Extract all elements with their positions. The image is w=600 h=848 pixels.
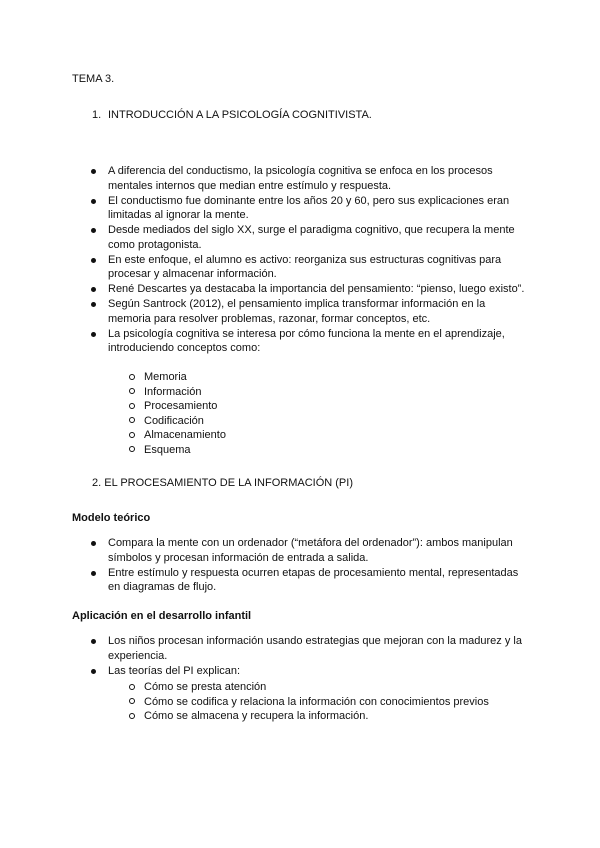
list-item: Procesamiento [144,399,226,414]
list-item: El conductismo fue dominante entre los años 20 y 60, pero sus explicaciones eran limitadas al ignorar la mente. [108,194,528,223]
list-item: Según Santrock (2012), el pensamiento implica transformar información en la memoria para resolver problemas, razonar, formar conceptos, etc. [108,297,528,326]
list-item: Codificación [144,414,226,429]
section-1-heading-text: INTRODUCCIÓN A LA PSICOLOGÍA COGNITIVISTA. [108,109,372,121]
list-item: Almacenamiento [144,429,226,441]
list-item: Memoria [144,370,226,385]
list-item: Cómo se almacena y recupera la información. [144,709,489,724]
list-item: Esquema [144,443,226,458]
list-item: Desde mediados del siglo XX, surge el paradigma cognitivo, que recupera la mente como protagonista. [108,223,528,252]
aplicacion-sublist [144,680,489,724]
list-item: A diferencia del conductismo, la psicología cognitiva se enfoca en los procesos mentales internos que median entre estímulo y respuesta. [108,164,528,193]
modelo-bullet-list [108,536,528,595]
list-item: Compara la mente con un ordenador (“metáfora del ordenador”): ambos manipulan símbolos y procesan información de entrada a salida. [108,536,528,565]
aplicacion-bullet-list [108,634,528,679]
list-item: Cómo se codifica y relaciona la información con conocimientos previos [144,695,489,708]
list-item: Los niños procesan información usando estrategias que mejoran con la madurez y la experiencia. [108,634,528,663]
document-title: TEMA 3. [72,73,115,85]
list-item: En este enfoque, el alumno es activo: reorganiza sus estructuras cognitivas para procesar y almacenar información. [108,253,528,282]
list-item: La psicología cognitiva se interesa por cómo funciona la mente en el aprendizaje, introduciendo conceptos como: [108,327,528,356]
list-item: Información [144,385,226,400]
modelo-teorico-heading: Modelo teórico [72,512,151,524]
concepts-sublist [144,370,226,457]
list-item: Las teorías del PI explican: [108,664,528,679]
list-item: René Descartes ya destacaba la importancia del pensamiento: “pienso, luego existo”. [108,282,528,297]
section-1-bullet-list [108,164,528,356]
section-2-heading: 2. EL PROCESAMIENTO DE LA INFORMACIÓN (PI) [92,477,353,489]
list-item: Entre estímulo y respuesta ocurren etapas de procesamiento mental, representadas en diagramas de flujo. [108,566,528,595]
section-1-heading [92,108,372,123]
list-item: Cómo se presta atención [144,680,489,695]
aplicacion-heading: Aplicación en el desarrollo infantil [72,610,252,622]
section-1-number: 1. [92,109,102,121]
